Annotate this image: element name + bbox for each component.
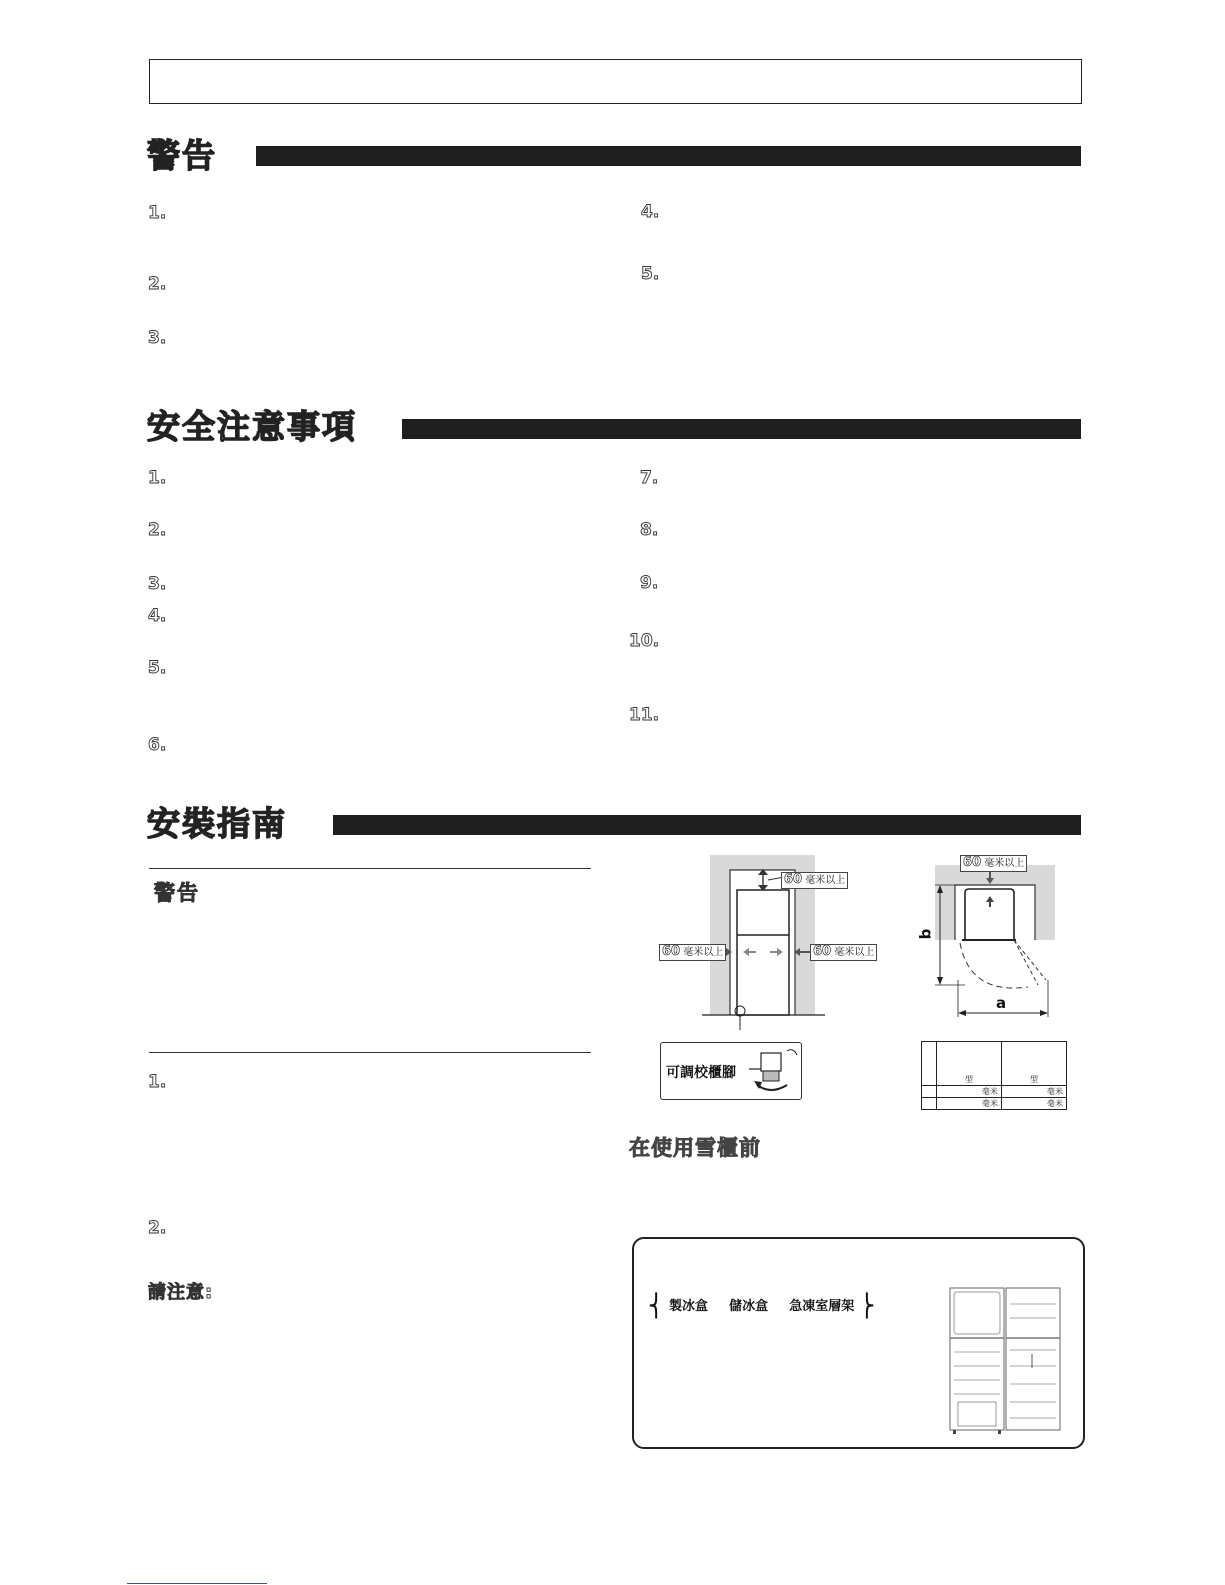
divider <box>149 1052 591 1053</box>
warning-item-number: 3. <box>148 328 167 348</box>
refrigerator-interior-illustration <box>948 1284 1068 1439</box>
safety-section-bar <box>402 419 1081 439</box>
warning-item-number: 5. <box>641 264 660 284</box>
clearance-label-top-view: 60 毫米以上 <box>960 855 1027 872</box>
install-section-bar <box>333 815 1081 835</box>
safety-item-number: 3. <box>148 574 167 594</box>
clearance-label-right: 60 毫米以上 <box>810 944 877 961</box>
safety-item-number: 10. <box>629 631 660 651</box>
note-label: 請注意: <box>148 1282 214 1303</box>
dim-a-label: a <box>996 994 1007 1012</box>
spec-cell <box>922 1042 937 1086</box>
install-section-title: 安裝指南 <box>147 804 287 843</box>
adjustable-foot-icon <box>749 1045 799 1097</box>
foot-label: 可調校櫃腳 <box>666 1065 736 1081</box>
safety-item-number: 6. <box>148 735 167 755</box>
install-item-number: 2. <box>148 1218 167 1238</box>
divider <box>149 868 591 869</box>
safety-item-number: 5. <box>148 658 167 678</box>
accessory-list: ⎨ 製冰盒 儲冰盒 急凍室層架 ⎬ <box>648 1294 876 1319</box>
spec-cell: 毫米 <box>937 1098 1002 1110</box>
spec-cell: 毫米 <box>937 1086 1002 1098</box>
safety-section-title: 安全注意事項 <box>147 407 357 446</box>
safety-item-number: 7. <box>640 468 659 488</box>
safety-item-number: 9. <box>640 573 659 593</box>
clearance-label-left: 60 毫米以上 <box>659 944 726 961</box>
spec-header: 型 <box>937 1042 1002 1086</box>
clearance-label-top: 60 毫米以上 <box>781 872 848 889</box>
safety-item-number: 4. <box>148 606 167 626</box>
spec-cell: 毫米 <box>1002 1086 1067 1098</box>
safety-item-number: 1. <box>148 468 167 488</box>
bottom-link-underline[interactable] <box>127 1583 267 1584</box>
warning-item-number: 2. <box>148 274 167 294</box>
spec-cell <box>922 1086 937 1098</box>
accessory-item: 儲冰盒 <box>729 1299 769 1314</box>
spec-cell: 毫米 <box>1002 1098 1067 1110</box>
door-swing-top-view <box>920 855 1070 1025</box>
warning-section-title: 警告 <box>147 136 217 175</box>
spec-header: 型 <box>1002 1042 1067 1086</box>
before-use-title: 在使用雪櫃前 <box>629 1136 761 1160</box>
accessory-item: 急凍室層架 <box>789 1299 855 1314</box>
warning-section-bar <box>256 146 1081 166</box>
dim-b-label: b <box>916 928 935 940</box>
warning-item-number: 4. <box>641 202 660 222</box>
fridge-top-outline <box>965 889 1014 940</box>
header-box <box>149 59 1082 104</box>
install-item-number: 1. <box>148 1072 167 1092</box>
adjustable-foot-callout <box>660 1042 802 1100</box>
safety-item-number: 8. <box>640 520 659 540</box>
safety-item-number: 2. <box>148 520 167 540</box>
safety-item-number: 11. <box>629 705 660 725</box>
dimension-spec-table <box>921 1041 1067 1110</box>
accessories-box <box>632 1237 1085 1449</box>
accessory-item: 製冰盒 <box>669 1299 709 1314</box>
install-warning-subtitle: 警告 <box>154 881 200 905</box>
spec-cell <box>922 1098 937 1110</box>
warning-item-number: 1. <box>148 203 167 223</box>
